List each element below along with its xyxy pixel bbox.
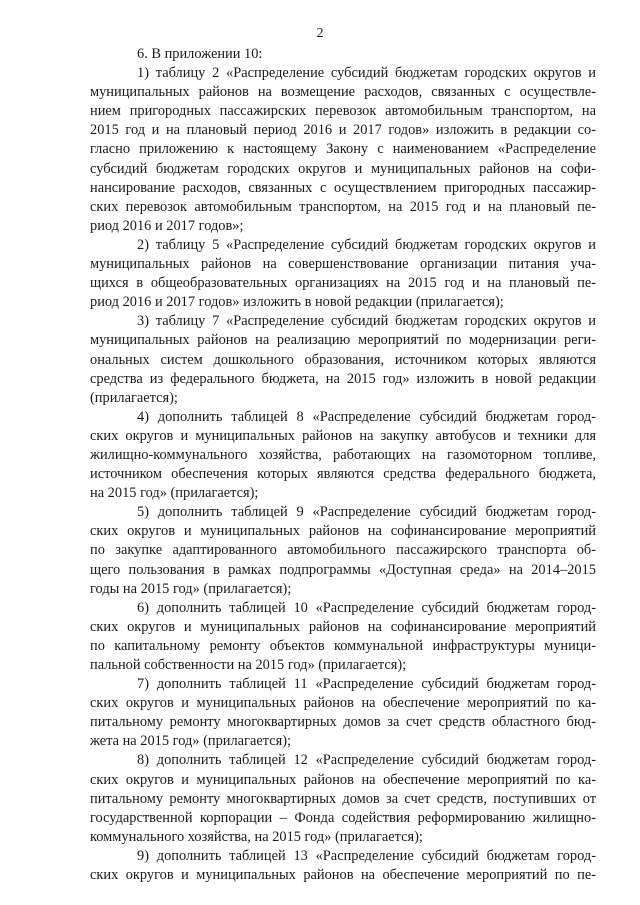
text-line: муниципальных районов на возмещение расходов, связанных с осуществле- — [90, 84, 596, 101]
text-line: государственной корпорации – Фонда содействия реформированию жилищно- — [90, 809, 596, 826]
text-line: 8) дополнить таблицей 12 «Распределение субсидий бюджетам город- — [137, 752, 596, 769]
text-line: щихся в общеобразовательных организациях на 2015 год и на плановый пе- — [90, 275, 596, 292]
text-line: питальному ремонту многоквартирных домов за счет средств областного бюд- — [90, 714, 596, 731]
text-line: питальному ремонту многоквартирных домов за счет средств, поступивших от — [90, 790, 596, 807]
text-line: щего пользования в рамках подпрограммы «Доступная среда» на 2014–2015 — [90, 561, 596, 578]
text-line: муниципальных районов на совершенствование организации питания уча- — [90, 256, 596, 273]
text-line: 9) дополнить таблицей 13 «Распределение субсидий бюджетам город- — [137, 847, 596, 864]
text-line: по закупке адаптированного автомобильного пассажирского транспорта об- — [90, 542, 596, 559]
text-line: нием пригородных пассажирских перевозок автомобильным транспортом, на — [90, 103, 596, 120]
text-line: 1) таблицу 2 «Распределение субсидий бюджетам городских округов и — [137, 65, 596, 82]
text-line: ских перевозок автомобильным транспортом, на 2015 год и на плановый пе- — [90, 198, 596, 215]
text-line: 7) дополнить таблицей 11 «Распределение субсидий бюджетам город- — [137, 676, 596, 693]
text-line: ональных систем дошкольного образования, источником которых являются — [90, 351, 596, 368]
text-line: 6) дополнить таблицей 10 «Распределение субсидий бюджетам город- — [137, 599, 596, 616]
text-line: муниципальных районов на реализацию мероприятий по модернизации реги- — [90, 332, 596, 349]
text-line: 2) таблицу 5 «Распределение субсидий бюджетам городских округов и — [137, 236, 596, 253]
text-line: 2015 год и на плановый период 2016 и 2017 годов» изложить в редакции со- — [90, 122, 596, 139]
text-line: ских округов и муниципальных районов на софинансирование мероприятий — [90, 523, 596, 540]
text-line: на 2015 год» (прилагается); — [90, 485, 259, 502]
text-line: ских округов и муниципальных районов на обеспечение мероприятий по пе- — [90, 867, 596, 884]
text-line: коммунального хозяйства, на 2015 год» (прилагается); — [90, 828, 423, 845]
text-line: пальной собственности на 2015 год» (прилагается); — [90, 657, 407, 673]
text-line: ских округов и муниципальных районов на закупку автобусов и техники для — [90, 427, 596, 444]
text-line: жилищно-коммунального хозяйства, работающих на газомоторном топливе, — [90, 446, 596, 463]
text-line: ских округов и муниципальных районов на обеспечение мероприятий по ка- — [90, 695, 596, 712]
text-line: 6. В приложении 10: — [137, 46, 263, 62]
text-line: субсидий бюджетам городских округов и муниципальных районов на софи- — [90, 160, 596, 177]
text-line: 5) дополнить таблицей 9 «Распределение субсидий бюджетам город- — [137, 504, 596, 521]
text-line: 4) дополнить таблицей 8 «Распределение субсидий бюджетам город- — [137, 408, 596, 425]
document-body — [90, 45, 596, 885]
text-line: гласно приложению к настоящему Закону с наименованием «Распределение — [90, 141, 596, 158]
text-line: источником обеспечения которых являются средства федерального бюджета, — [90, 466, 596, 483]
text-line: риод 2016 и 2017 годов» изложить в новой редакции (прилагается); — [90, 294, 504, 311]
text-line: нансирование расходов, связанных с осуществлением пригородных пассажир- — [90, 179, 596, 196]
text-line: ских округов и муниципальных районов на софинансирование мероприятий — [90, 618, 596, 635]
text-line: средства из федерального бюджета, на 2015 год» изложить в новой редакции — [90, 370, 596, 387]
text-line: годы на 2015 год» (прилагается); — [90, 580, 292, 597]
page-number: 2 — [316, 26, 324, 41]
text-line: 3) таблицу 7 «Распределение субсидий бюджетам городских округов и — [137, 313, 596, 330]
text-line: жета на 2015 год» (прилагается); — [90, 733, 291, 750]
text-line: (прилагается); — [90, 389, 178, 406]
text-line: ских округов и муниципальных районов на обеспечение мероприятий по ка- — [90, 771, 596, 788]
text-line: по капитальному ремонту объектов коммунальной инфраструктуры муници- — [90, 637, 596, 654]
text-line: риод 2016 и 2017 годов»; — [90, 217, 244, 234]
